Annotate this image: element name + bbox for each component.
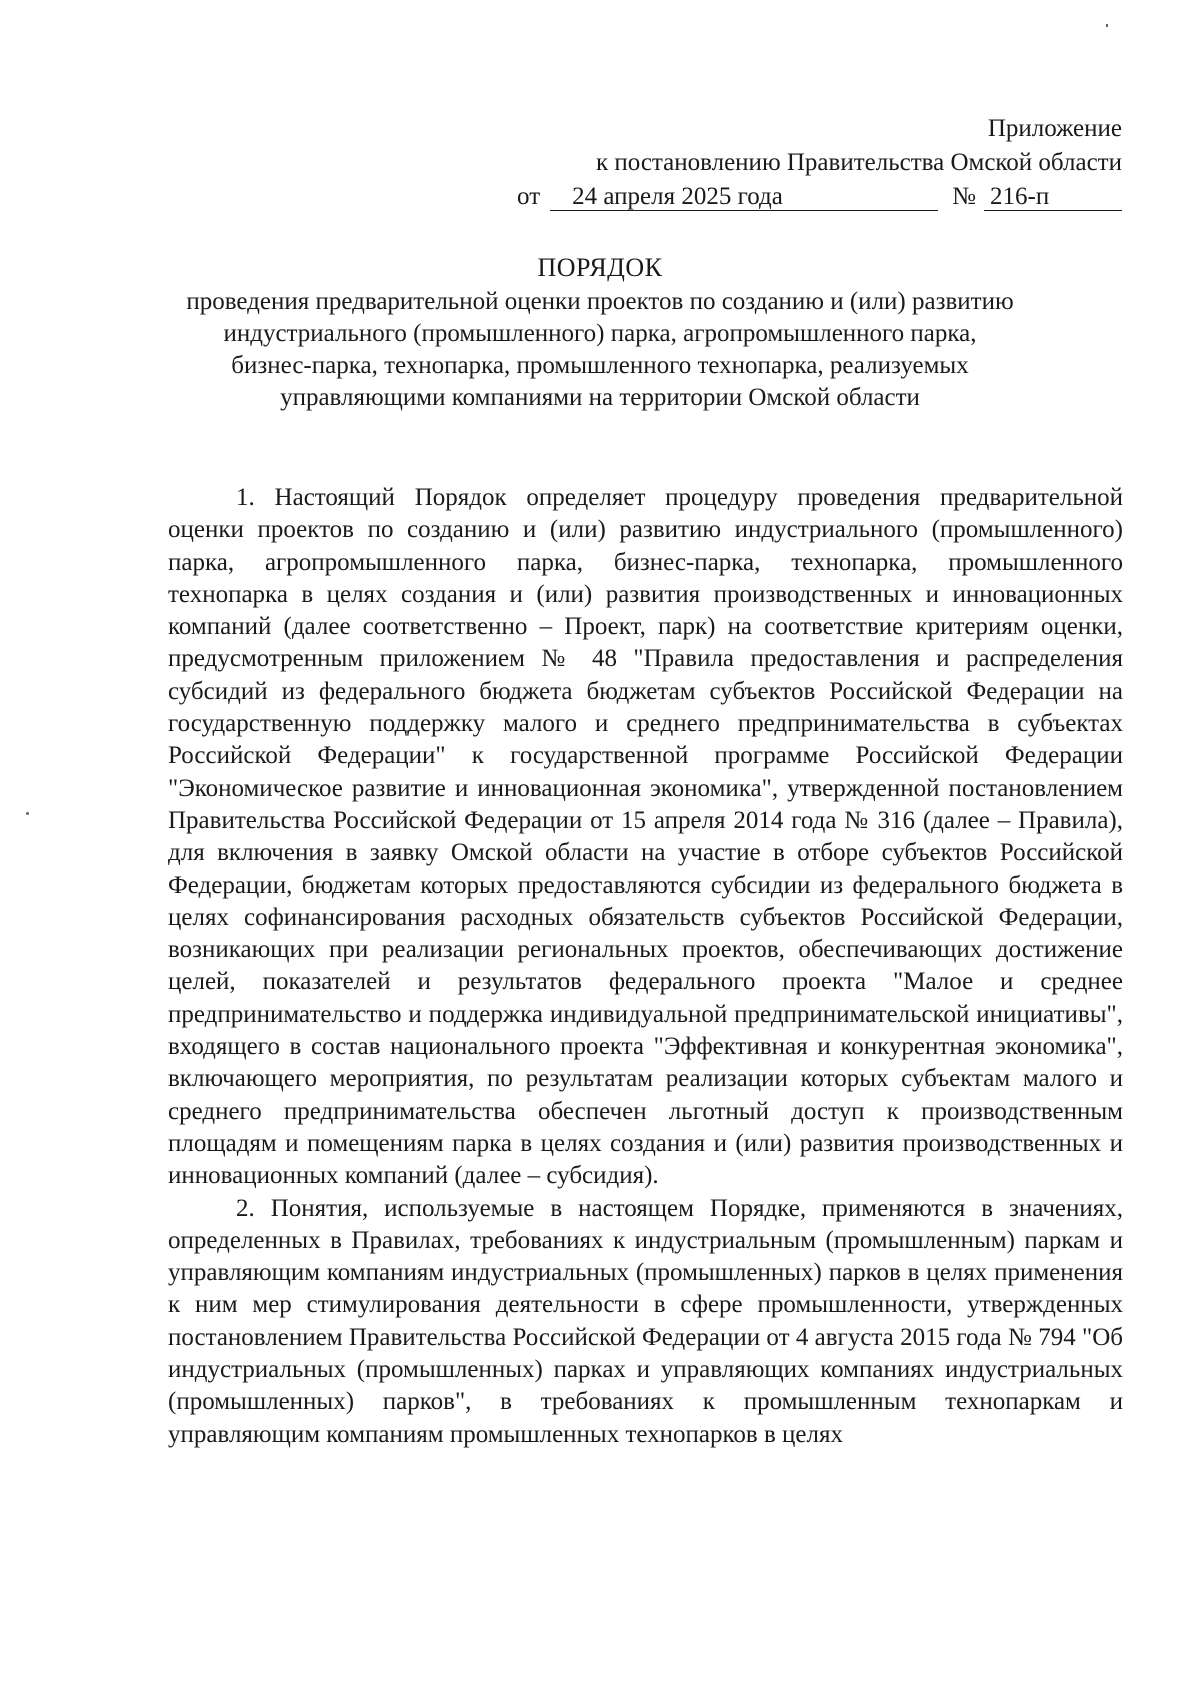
paragraph-1: 1. Настоящий Порядок определяет процедуру проведения предварительной оценки проектов по созданию и (или) развитию индустриального (промышленного) парка, агропромышленного парка, бизнес-парка, технопарка, промышленного технопарка в целях создания и (или) развития производственных и инновационных компаний (далее соответственно – Проект, парк) на соответствие критериям оценки, предусмотренным приложением № 48 "Правила предоставления и распределения субсидий из федерального бюджета бюджетам субъектов Российской Федерации на государственную поддержку малого и среднего предпринимательства в субъектах Российской Федерации" к государственной программе Российской Федерации "Экономическое развитие и инновационная экономика", утвержденной постановлением Правительства Российской Федерации от 15 апреля 2014 года № 316 (далее – Правила), для включения в заявку Омской области на участие в отборе субъектов Российской Федерации, бюджетам которых предоставляются субсидии из федерального бюджета в целях софинансирования расходных обязательств субъектов Российской Федерации, возникающих при реализации региональных проектов, обеспечивающих достижение целей, показателей и результатов федерального проекта "Малое и среднее предпринимательство и поддержка индивидуальной предпринимательской инициативы", входящего в состав национального проекта "Эффективная и конкурентная экономика", включающего мероприятия, по результатам реализации которых субъектам малого и среднего предпринимательства обеспечен льготный доступ к производственным площадям и помещениям парка в целях создания и (или) развития производственных и инновационных компаний (далее – субсидия). (168, 484, 1123, 1190)
appendix-header (482, 112, 1122, 214)
document-title (150, 252, 1050, 414)
scan-mark (26, 812, 29, 815)
scan-mark (1106, 24, 1108, 27)
title-line: индустриального (промышленного) парка, агропромышленного парка, (223, 320, 977, 347)
appendix-label: Приложение (987, 115, 1122, 142)
number-prefix: № (952, 183, 976, 210)
date-prefix: от (517, 183, 541, 210)
paragraph-2: 2. Понятия, используемые в настоящем Порядке, применяются в значениях, определенных в Правилах, требованиях к индустриальным (промышленным) паркам и управляющим компаниям индустриальных (промышленных) парков в целях применения к ним мер стимулирования деятельности в сфере промышленности, утвержденных постановлением Правительства Российской Федерации от 4 августа 2015 года № 794 "Об индустриальных (промышленных) парках и управляющих компаниях индустриальных (промышленных) парков", в требованиях к промышленным технопаркам и управляющим компаниям промышленных технопарков в целях (168, 1194, 1123, 1448)
date-value: 24 апреля 2025 года (550, 184, 938, 211)
title-line: проведения предварительной оценки проектов по созданию и (или) развитию (186, 288, 1014, 315)
number-value: 216-п (984, 184, 1122, 211)
title-heading: ПОРЯДОК (537, 253, 663, 282)
title-line: управляющими компаниями на территории Омской области (280, 384, 920, 411)
title-line: бизнес-парка, технопарка, промышленного технопарка, реализуемых (231, 352, 969, 379)
appendix-reference: к постановлению Правительства Омской области (595, 149, 1122, 176)
document-body (168, 482, 1123, 1451)
appendix-date-line (482, 180, 1122, 214)
